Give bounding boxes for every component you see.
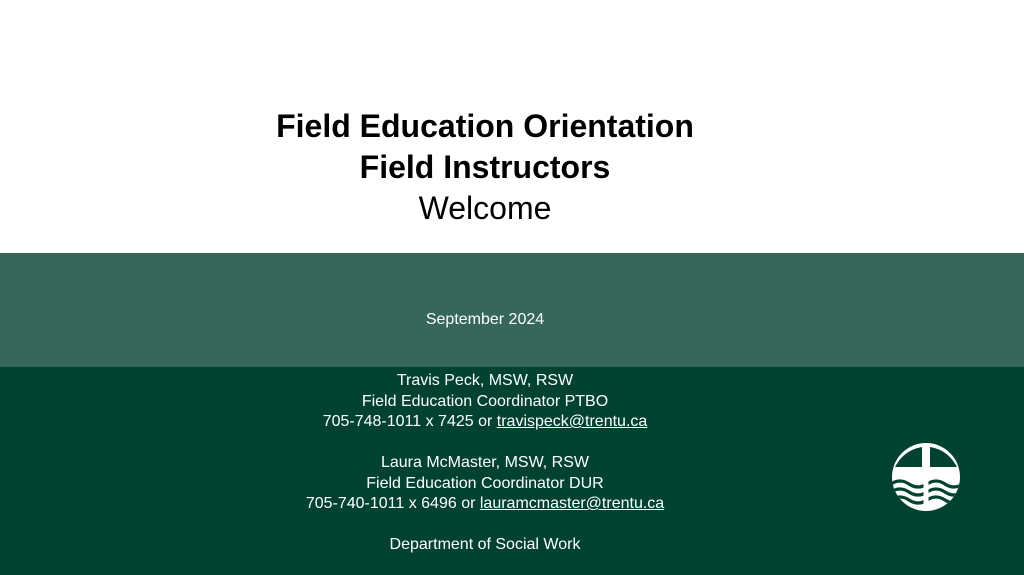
email-link-travis[interactable]: travispeck@trentu.ca: [496, 413, 648, 430]
contact-phone: 705-748-1011 x 7425 or: [322, 413, 497, 430]
contacts-block: [0, 371, 970, 556]
contact-phone-email: [0, 494, 970, 515]
contact-name: Travis Peck, MSW, RSW: [396, 372, 574, 389]
email-link-laura[interactable]: lauramcmaster@trentu.ca: [479, 495, 665, 512]
contact-role: Field Education Coordinator DUR: [366, 474, 604, 492]
contact-phone-email: [0, 412, 970, 433]
spacer: [0, 433, 970, 454]
title-block: [0, 106, 970, 229]
trent-university-logo-icon: [891, 442, 961, 512]
welcome-text: Welcome: [418, 190, 552, 226]
contact-role: Field Education Coordinator PTBO: [361, 392, 609, 410]
department-text: Department of Social Work: [389, 536, 581, 553]
contact-name: Laura McMaster, MSW, RSW: [380, 454, 590, 471]
contact-phone: 705-740-1011 x 6496 or: [305, 495, 480, 512]
slide-subtitle: Field Instructors: [359, 149, 611, 185]
date-text: September 2024: [425, 311, 545, 328]
spacer: [0, 515, 970, 536]
slide-title: Field Education Orientation: [276, 108, 694, 144]
